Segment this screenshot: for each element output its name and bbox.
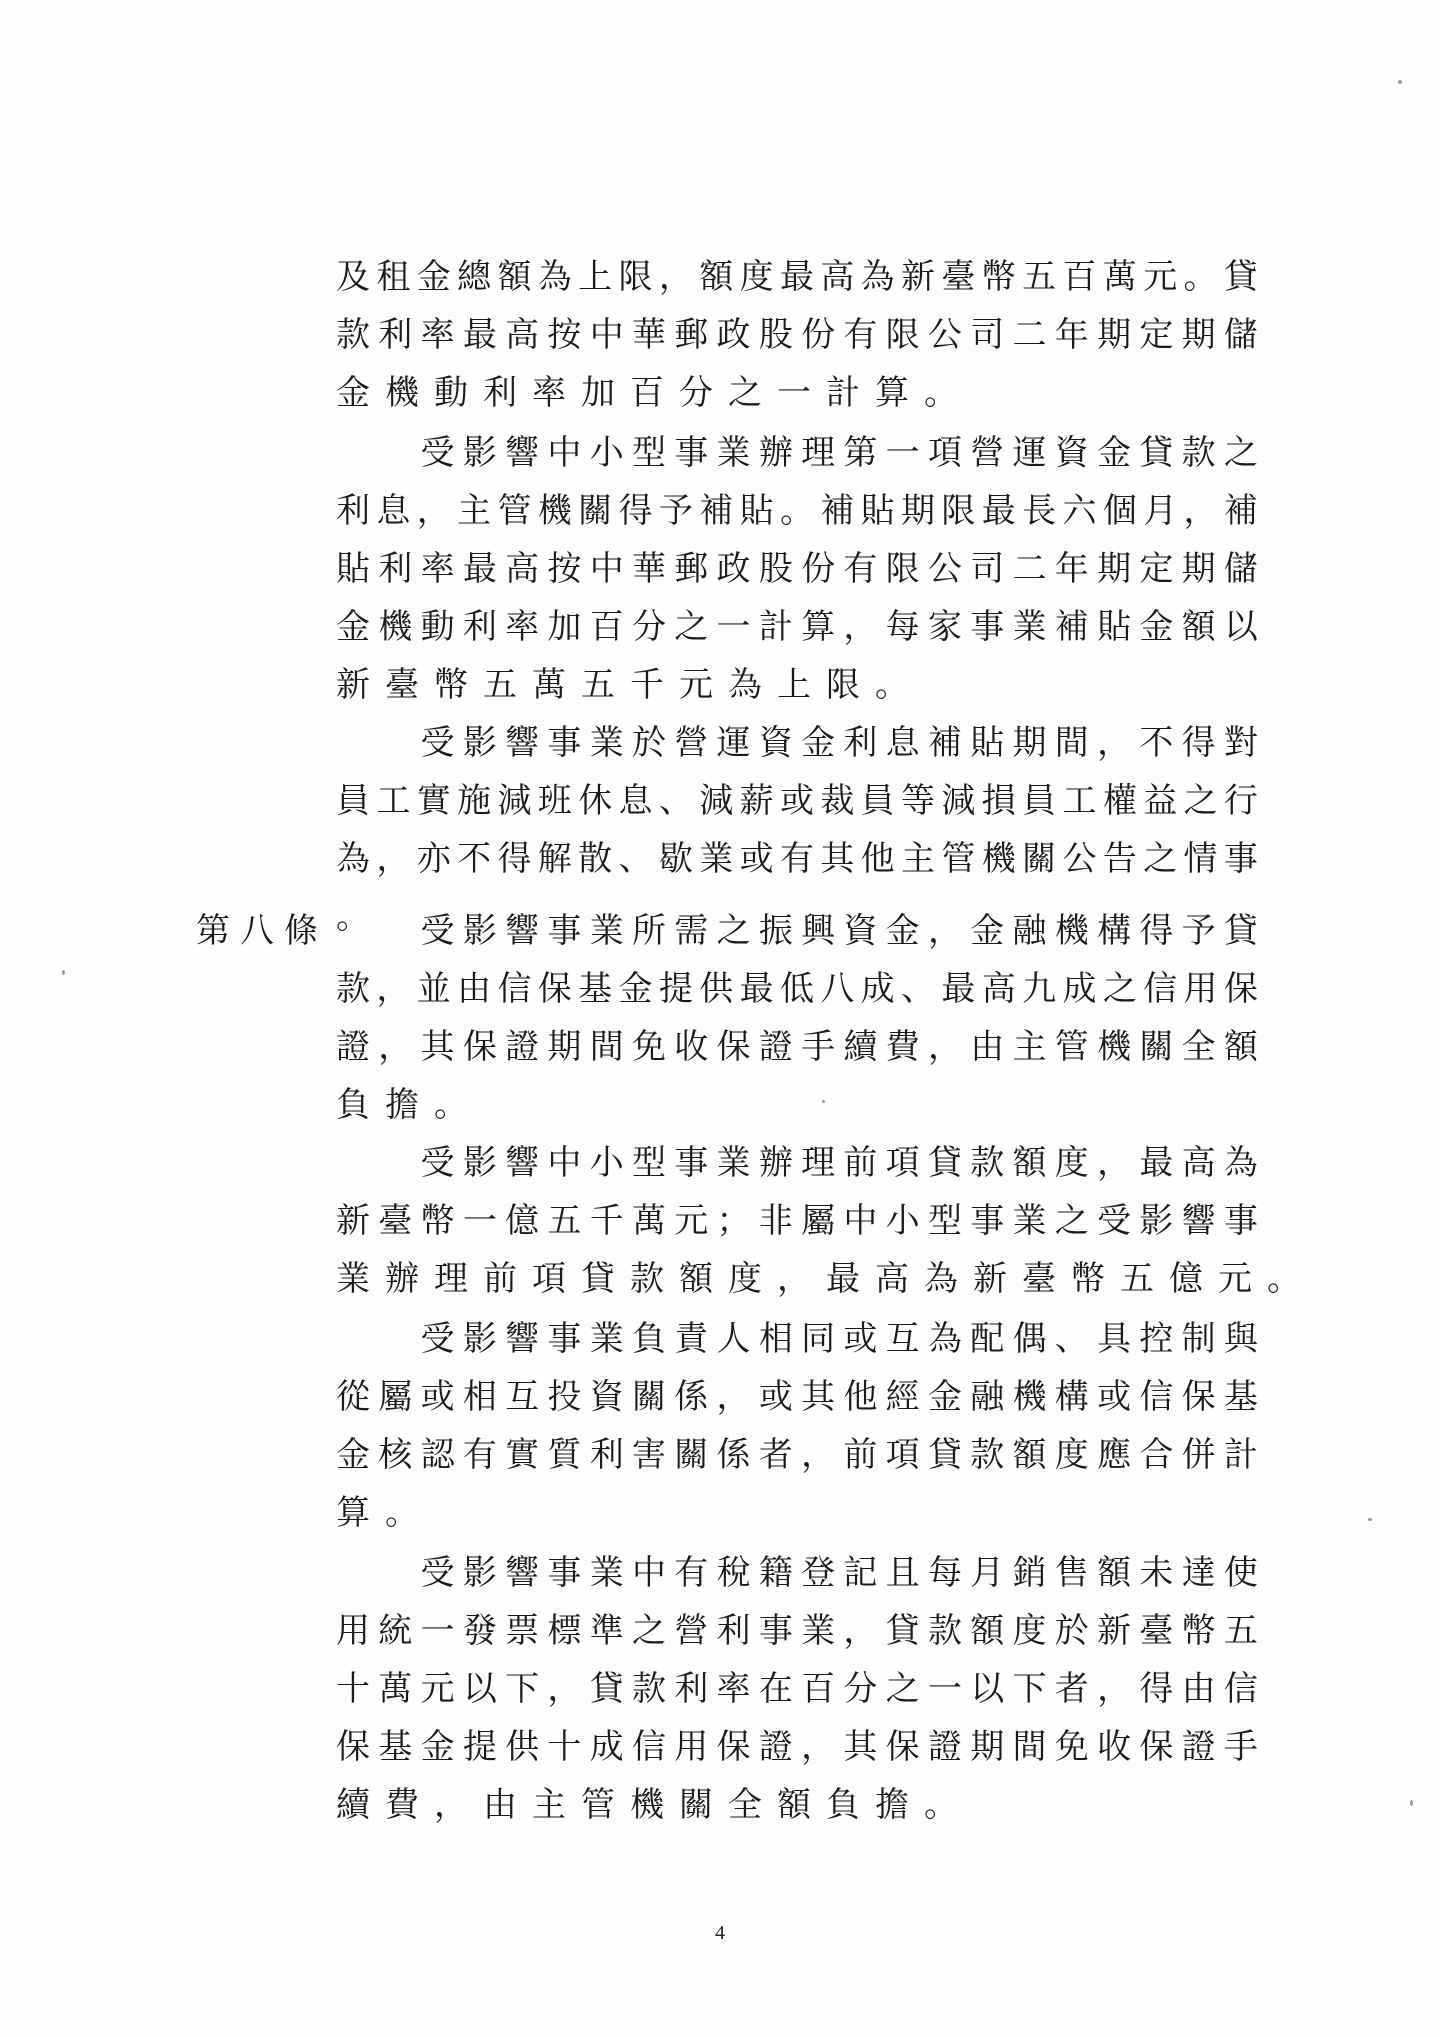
- text-line: 受 影 響 事 業 中 有 稅 籍 登 記 且 每 月 銷 售 額 未 達 使: [420, 1553, 1258, 1593]
- text-line: 受 影 響 中 小 型 事 業 辦 理 前 項 貸 款 額 度 ， 最 高 為: [420, 1143, 1258, 1183]
- scan-speck: [1398, 80, 1402, 84]
- scan-speck: [822, 1100, 825, 1103]
- text-line: 貼 利 率 最 高 按 中 華 郵 政 股 份 有 限 公 司 二 年 期 定 期 儲: [336, 549, 1258, 589]
- text-line: 。: [336, 897, 385, 937]
- text-line: 十 萬 元 以 下 ， 貸 款 利 率 在 百 分 之 一 以 下 者 ， 得 由 信: [336, 1669, 1258, 1709]
- article-label: 第八條: [196, 911, 328, 951]
- page-number: 4: [715, 1922, 725, 1944]
- text-line: 新臺幣五萬五千元為上限。: [336, 665, 924, 705]
- text-line: 保 基 金 提 供 十 成 信 用 保 證 ， 其 保 證 期 間 免 收 保 證 手: [336, 1727, 1258, 1767]
- text-line: 續費，由主管機關全額負擔。: [336, 1785, 973, 1825]
- scan-speck: [62, 970, 65, 975]
- text-line: 負擔。: [336, 1085, 483, 1125]
- text-line: 受 影 響 事 業 負 責 人 相 同 或 互 為 配 偶 、 具 控 制 與: [420, 1319, 1258, 1359]
- text-line: 及 租 金 總 額 為 上 限 ， 額 度 最 高 為 新 臺 幣 五 百 萬 元 。 貸: [336, 257, 1258, 297]
- text-line: 款 利 率 最 高 按 中 華 郵 政 股 份 有 限 公 司 二 年 期 定 期 儲: [336, 315, 1258, 355]
- text-line: 為 ， 亦 不 得 解 散 、 歇 業 或 有 其 他 主 管 機 關 公 告 之 情 事: [336, 839, 1258, 879]
- text-line: 業辦理前項貸款額度，最高為新臺幣五億元。: [336, 1259, 1316, 1299]
- text-line: 員 工 實 施 減 班 休 息 、 減 薪 或 裁 員 等 減 損 員 工 權 益 之 行: [336, 781, 1258, 821]
- text-line: 受 影 響 中 小 型 事 業 辦 理 第 一 項 營 運 資 金 貸 款 之: [420, 433, 1258, 473]
- text-line: 金 機 動 利 率 加 百 分 之 一 計 算 ， 每 家 事 業 補 貼 金 額 以: [336, 607, 1258, 647]
- text-line: 受 影 響 事 業 所 需 之 振 興 資 金 ， 金 融 機 構 得 予 貸: [420, 911, 1258, 951]
- text-line: 款 ， 並 由 信 保 基 金 提 供 最 低 八 成 、 最 高 九 成 之 信 用 保: [336, 969, 1258, 1009]
- text-line: 證 ， 其 保 證 期 間 免 收 保 證 手 續 費 ， 由 主 管 機 關 全 額: [336, 1027, 1258, 1067]
- text-line: 算。: [336, 1493, 434, 1533]
- text-line: 用 統 一 發 票 標 準 之 營 利 事 業 ， 貸 款 額 度 於 新 臺 幣 五: [336, 1611, 1258, 1651]
- scan-speck: [1410, 1800, 1413, 1806]
- text-line: 金 核 認 有 實 質 利 害 關 係 者 ， 前 項 貸 款 額 度 應 合 併 計: [336, 1435, 1258, 1475]
- text-line: 金機動利率加百分之一計算。: [336, 373, 973, 413]
- text-line: 新 臺 幣 一 億 五 千 萬 元 ； 非 屬 中 小 型 事 業 之 受 影 響 事: [336, 1201, 1258, 1241]
- text-line: 受 影 響 事 業 於 營 運 資 金 利 息 補 貼 期 間 ， 不 得 對: [420, 723, 1258, 763]
- text-line: 從 屬 或 相 互 投 資 關 係 ， 或 其 他 經 金 融 機 構 或 信 保 基: [336, 1377, 1258, 1417]
- text-line: 利 息 ， 主 管 機 關 得 予 補 貼 。 補 貼 期 限 最 長 六 個 月 ， 補: [336, 491, 1258, 531]
- scan-speck: [1368, 1518, 1372, 1521]
